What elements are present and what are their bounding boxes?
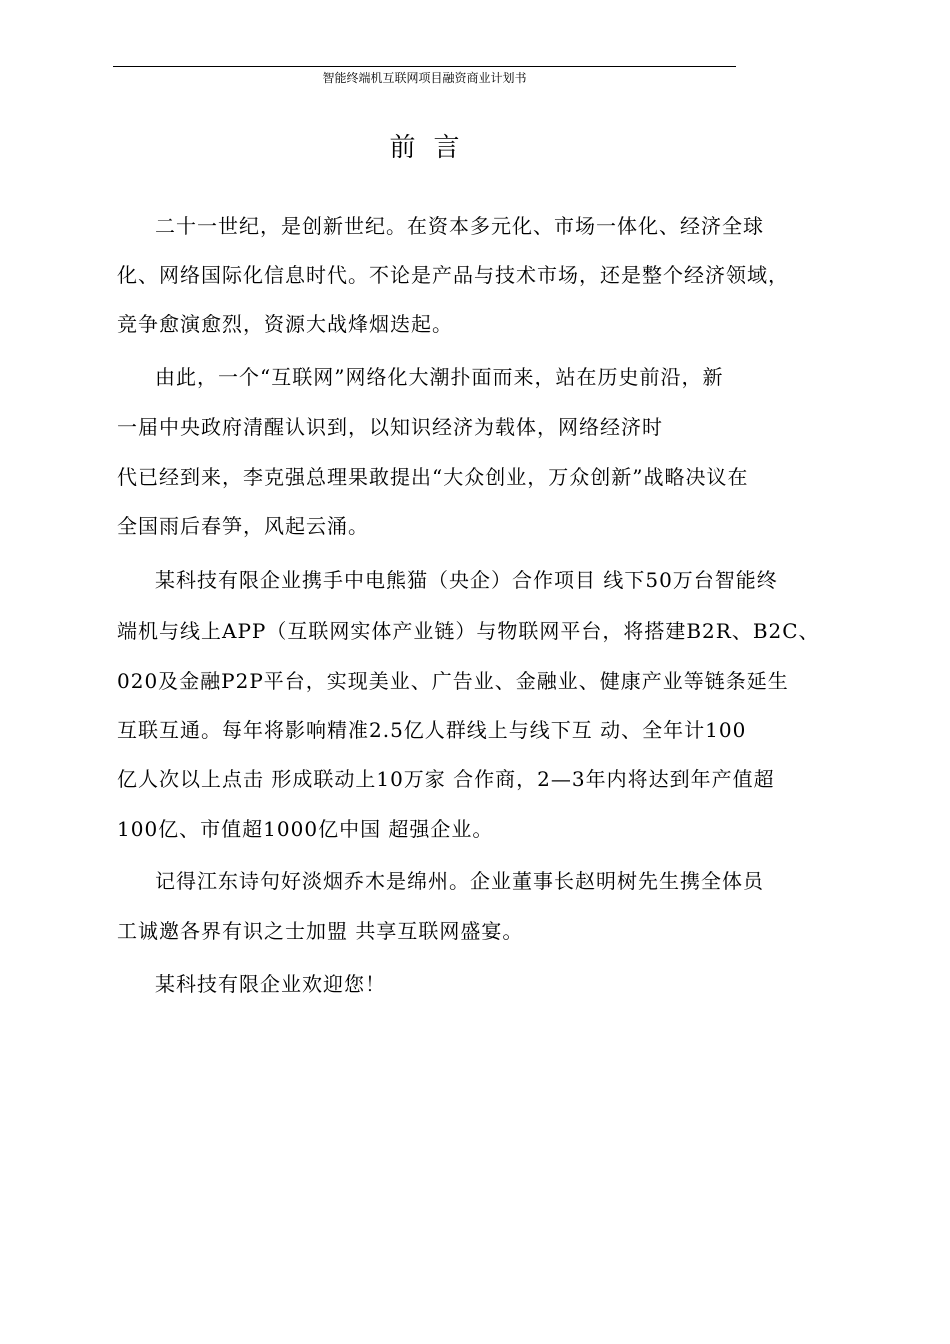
paragraph-3-line-4: 互联互通。每年将影响精准2.5亿人群线上与线下互 动、全年计100 xyxy=(117,718,747,742)
page-title: 前言 xyxy=(389,133,478,163)
paragraph-3-line-5: 亿人次以上点击 形成联动上10万家 合作商，2—3年内将达到年产值超 xyxy=(117,767,775,791)
paragraph-2-line-1: 由此，一个“互联网”网络化大潮扑面而来，站在历史前沿，新 xyxy=(155,365,724,389)
paragraph-2-line-3: 代已经到来，李克强总理果敢提出“大众创业，万众创新”战略决议在 xyxy=(117,465,749,489)
paragraph-1-line-1: 二十一世纪，是创新世纪。在资本多元化、市场一体化、经济全球 xyxy=(155,214,764,238)
paragraph-4-line-2: 工诚邀各界有识之士加盟 共享互联网盛宴。 xyxy=(117,919,524,943)
paragraph-1-line-3: 竞争愈演愈烈，资源大战烽烟迭起。 xyxy=(117,312,453,336)
paragraph-3-line-6: 100亿、市值超1000亿中国 超强企业。 xyxy=(117,817,494,841)
paragraph-1-line-2: 化、网络国际化信息时代。不论是产品与技术市场，还是整个经济领域， xyxy=(117,263,789,287)
paragraph-3-line-3: 020及金融P2P平台，实现美业、广告业、金融业、健康产业等链条延生 xyxy=(117,669,789,693)
running-header: 智能终端机互联网项目融资商业计划书 xyxy=(322,71,527,85)
paragraph-3-line-2: 端机与线上APP（互联网实体产业链）与物联网平台，将搭建B2R、B2C、 xyxy=(117,619,820,643)
paragraph-2-line-4: 全国雨后春笋，风起云涌。 xyxy=(117,514,369,538)
paragraph-2-line-2: 一届中央政府清醒认识到，以知识经济为载体，网络经济时 xyxy=(117,415,663,439)
paragraph-3-line-1: 某科技有限企业携手中电熊猫（央企）合作项目 线下50万台智能终 xyxy=(155,568,778,592)
closing-line: 某科技有限企业欢迎您！ xyxy=(155,972,386,996)
paragraph-4-line-1: 记得江东诗句好淡烟乔木是绵州。企业董事长赵明树先生携全体员 xyxy=(155,869,764,893)
header-rule xyxy=(113,66,736,67)
